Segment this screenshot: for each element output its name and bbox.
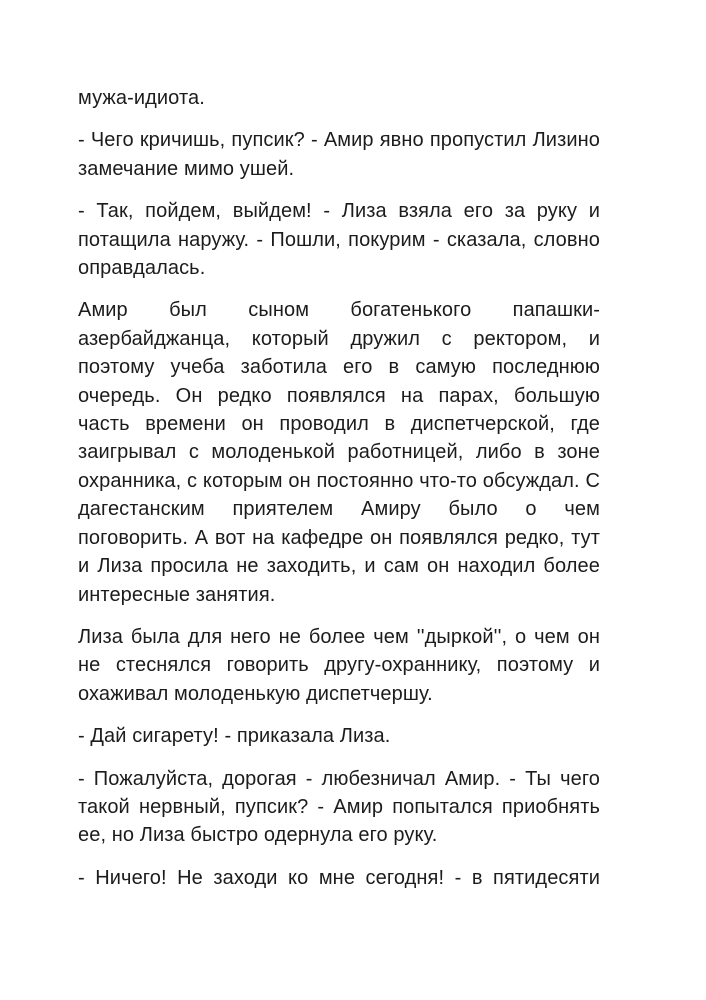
- paragraph-6: - Дай сигарету! - приказала Лиза.: [78, 725, 391, 748]
- paragraph-8: - Ничего! Не заходи ко мне сегодня! - в пятидесяти: [78, 866, 600, 889]
- paragraph-1: мужа-идиота.: [78, 87, 205, 109]
- paragraph-4: Амир был сыном богатенького папашки-азербайджанца, который дружил с ректором, и поэтому учеба заботила его в самую последнюю очередь. Он редко появлялся на парах, большую часть времени он проводил в диспетчерской, где заигрывал с молоденькой работницей, либо в зоне охранника, с которым он постоянно что-то обсуждал. С дагестанским приятелем Амиру было о чем поговорить. А вот на кафедре он появлялся редко, тут и Лиза просила не заходить, и сам он находил более интересные занятия.: [78, 299, 600, 606]
- paragraph-5: Лиза была для него не более чем ''дыркой'', о чем он не стеснялся говорить другу-охраннику, поэтому и охаживал молоденькую диспетчершу.: [78, 625, 600, 705]
- paragraph-2: - Чего кричишь, пупсик? - Амир явно пропустил Лизино замечание мимо ушей.: [78, 129, 600, 180]
- paragraph-7: - Пожалуйста, дорогая - любезничал Амир. - Ты чего такой нервный, пупсик? - Амир попытался приобнять ее, но Лиза быстро одернула его руку.: [78, 767, 600, 847]
- paragraph-3: - Так, пойдем, выйдем! - Лиза взяла его за руку и потащила наружу. - Пошли, покурим - сказала, словно оправдалась.: [78, 200, 600, 280]
